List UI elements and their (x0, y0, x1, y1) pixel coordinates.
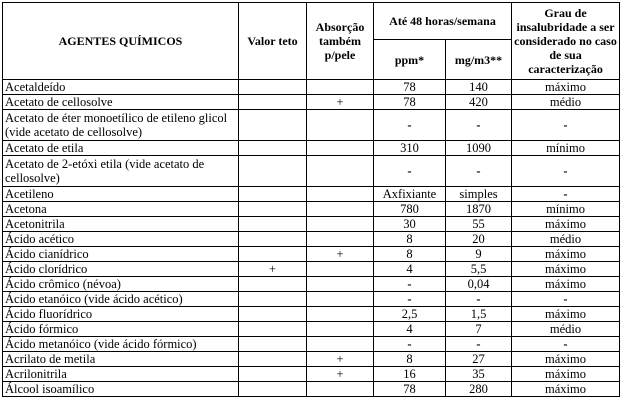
header-absorcao-pele: Absorção também p/pele (307, 3, 374, 80)
valor-teto-cell (239, 95, 307, 110)
agent-name: Acrilato de metila (3, 352, 239, 367)
valor-teto-cell (239, 80, 307, 95)
table-row (3, 247, 620, 262)
mg-m3-cell: 1870 (446, 202, 512, 217)
grau-cell: máximo (512, 262, 620, 277)
absorcao-pele-cell (307, 232, 374, 247)
table-row (3, 337, 620, 352)
table-row (3, 352, 620, 367)
ppm-cell: Axfixiante (374, 187, 446, 202)
absorcao-pele-cell: + (307, 352, 374, 367)
absorcao-pele-cell (307, 187, 374, 202)
ppm-cell: - (374, 337, 446, 352)
grau-cell: máximo (512, 307, 620, 322)
grau-cell: máximo (512, 80, 620, 95)
agent-name: Acetaldeído (3, 80, 239, 95)
valor-teto-cell (239, 352, 307, 367)
grau-cell: máximo (512, 247, 620, 262)
mg-m3-cell: - (446, 292, 512, 307)
valor-teto-cell (239, 292, 307, 307)
mg-m3-cell: 420 (446, 95, 512, 110)
ppm-cell: - (374, 110, 446, 141)
agent-name: Acetato de cellosolve (3, 95, 239, 110)
absorcao-pele-cell (307, 217, 374, 232)
agent-name: Acrilonitrila (3, 367, 239, 382)
absorcao-pele-cell (307, 262, 374, 277)
agent-name: Ácido clorídrico (3, 262, 239, 277)
mg-m3-cell: 1,5 (446, 307, 512, 322)
mg-m3-cell: 7 (446, 322, 512, 337)
grau-cell: máximo (512, 382, 620, 397)
grau-cell: - (512, 337, 620, 352)
mg-m3-cell: 0,04 (446, 277, 512, 292)
mg-m3-cell: 27 (446, 352, 512, 367)
mg-m3-cell: 1090 (446, 141, 512, 156)
table-row (3, 307, 620, 322)
header-grau-insalubridade: Grau de insalubridade a ser considerado no caso de sua caracterização (512, 3, 620, 80)
valor-teto-cell (239, 110, 307, 141)
valor-teto-cell (239, 217, 307, 232)
ppm-cell: 30 (374, 217, 446, 232)
absorcao-pele-cell (307, 156, 374, 187)
mg-m3-cell: 280 (446, 382, 512, 397)
ppm-cell: - (374, 156, 446, 187)
ppm-cell: 8 (374, 232, 446, 247)
ppm-cell: 78 (374, 95, 446, 110)
grau-cell: mínimo (512, 141, 620, 156)
ppm-cell: 2,5 (374, 307, 446, 322)
ppm-cell: 780 (374, 202, 446, 217)
header-ppm: ppm* (374, 40, 446, 80)
grau-cell: mínimo (512, 202, 620, 217)
grau-cell: médio (512, 232, 620, 247)
agent-name: Acetato de éter monoetílico de etileno glicol (vide acetato de cellosolve) (3, 110, 239, 141)
valor-teto-cell (239, 367, 307, 382)
mg-m3-cell: 35 (446, 367, 512, 382)
absorcao-pele-cell (307, 202, 374, 217)
table-row (3, 217, 620, 232)
ppm-cell: 8 (374, 247, 446, 262)
absorcao-pele-cell: + (307, 95, 374, 110)
mg-m3-cell: 5,5 (446, 262, 512, 277)
mg-m3-cell: - (446, 337, 512, 352)
valor-teto-cell (239, 156, 307, 187)
grau-cell: - (512, 292, 620, 307)
ppm-cell: 78 (374, 80, 446, 95)
ppm-cell: 16 (374, 367, 446, 382)
ppm-cell: 4 (374, 262, 446, 277)
grau-cell: - (512, 110, 620, 141)
agent-name: Álcool isoamílico (3, 382, 239, 397)
valor-teto-cell (239, 382, 307, 397)
absorcao-pele-cell (307, 337, 374, 352)
grau-cell: - (512, 187, 620, 202)
table-row (3, 382, 620, 397)
mg-m3-cell: 55 (446, 217, 512, 232)
valor-teto-cell (239, 141, 307, 156)
table-row (3, 187, 620, 202)
absorcao-pele-cell: + (307, 367, 374, 382)
absorcao-pele-cell (307, 307, 374, 322)
table-row (3, 277, 620, 292)
ppm-cell: - (374, 277, 446, 292)
valor-teto-cell (239, 247, 307, 262)
agent-name: Ácido metanóico (vide ácido fórmico) (3, 337, 239, 352)
valor-teto-cell (239, 187, 307, 202)
table-row (3, 232, 620, 247)
table-row (3, 95, 620, 110)
table-row (3, 322, 620, 337)
agent-name: Ácido crômico (névoa) (3, 277, 239, 292)
header-agentes: AGENTES QUÍMICOS (3, 3, 239, 80)
table-row (3, 292, 620, 307)
table-row (3, 141, 620, 156)
ppm-cell: 4 (374, 322, 446, 337)
valor-teto-cell (239, 307, 307, 322)
table-row (3, 156, 620, 187)
agent-name: Ácido etanóico (vide ácido acético) (3, 292, 239, 307)
mg-m3-cell: simples (446, 187, 512, 202)
chemical-agents-table (2, 2, 620, 397)
mg-m3-cell: 9 (446, 247, 512, 262)
grau-cell: máximo (512, 367, 620, 382)
agent-name: Ácido acético (3, 232, 239, 247)
grau-cell: máximo (512, 352, 620, 367)
table-row (3, 367, 620, 382)
valor-teto-cell (239, 277, 307, 292)
agent-name: Acetonitrila (3, 217, 239, 232)
absorcao-pele-cell (307, 292, 374, 307)
header-valor-teto: Valor teto (239, 3, 307, 80)
table-row (3, 110, 620, 141)
valor-teto-cell (239, 202, 307, 217)
absorcao-pele-cell (307, 382, 374, 397)
ppm-cell: 78 (374, 382, 446, 397)
table-row (3, 202, 620, 217)
grau-cell: máximo (512, 217, 620, 232)
agent-name: Acetileno (3, 187, 239, 202)
agent-name: Ácido fórmico (3, 322, 239, 337)
absorcao-pele-cell (307, 277, 374, 292)
valor-teto-cell: + (239, 262, 307, 277)
grau-cell: máximo (512, 277, 620, 292)
header-ate-48-horas: Até 48 horas/semana (374, 3, 512, 40)
agent-name: Acetona (3, 202, 239, 217)
agent-name: Acetato de 2-etóxi etila (vide acetato de cellosolve) (3, 156, 239, 187)
absorcao-pele-cell (307, 110, 374, 141)
valor-teto-cell (239, 232, 307, 247)
valor-teto-cell (239, 322, 307, 337)
table-row (3, 80, 620, 95)
ppm-cell: - (374, 292, 446, 307)
absorcao-pele-cell (307, 141, 374, 156)
grau-cell: médio (512, 95, 620, 110)
ppm-cell: 310 (374, 141, 446, 156)
mg-m3-cell: - (446, 110, 512, 141)
valor-teto-cell (239, 337, 307, 352)
absorcao-pele-cell: + (307, 247, 374, 262)
table-row (3, 262, 620, 277)
mg-m3-cell: - (446, 156, 512, 187)
grau-cell: - (512, 156, 620, 187)
agent-name: Ácido fluorídrico (3, 307, 239, 322)
header-mg-m3: mg/m3** (446, 40, 512, 80)
mg-m3-cell: 20 (446, 232, 512, 247)
mg-m3-cell: 140 (446, 80, 512, 95)
ppm-cell: 8 (374, 352, 446, 367)
grau-cell: médio (512, 322, 620, 337)
agent-name: Ácido cianídrico (3, 247, 239, 262)
absorcao-pele-cell (307, 322, 374, 337)
absorcao-pele-cell (307, 80, 374, 95)
agent-name: Acetato de etila (3, 141, 239, 156)
